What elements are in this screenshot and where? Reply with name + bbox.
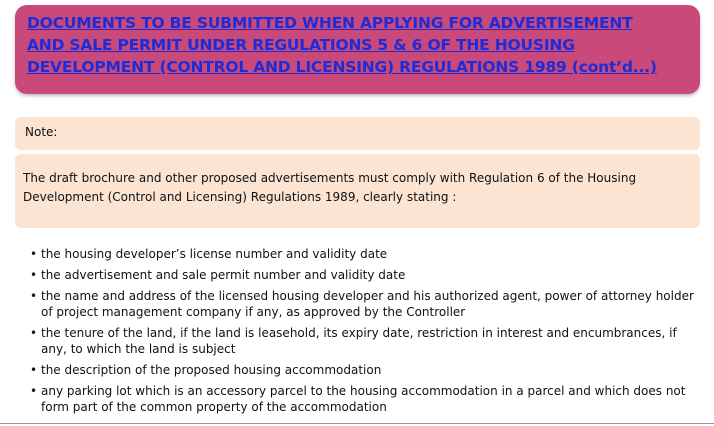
slide-title <box>27 12 688 78</box>
title-line-2: AND SALE PERMIT UNDER REGULATIONS 5 & 6 OF THE HOUSING <box>27 36 575 54</box>
note-body-text: The draft brochure and other proposed advertisements must comply with Regulation 6 of the Housing Development (Control and Licensing) Regulations 1989, clearly stating : <box>23 171 637 204</box>
bottom-divider <box>0 423 714 424</box>
title-line-3: DEVELOPMENT (CONTROL AND LICENSING) REGULATIONS 1989 (cont’d...) <box>27 58 657 76</box>
title-line-1: DOCUMENTS TO BE SUBMITTED WHEN APPLYING FOR ADVERTISEMENT <box>27 14 633 32</box>
title-banner <box>15 5 700 94</box>
list-item: • the advertisement and sale permit number and validity date <box>30 267 706 283</box>
note-label: Note: <box>25 125 58 139</box>
list-item: • the description of the proposed housing accommodation <box>30 362 706 378</box>
note-body-box <box>15 154 700 228</box>
list-item: • the name and address of the licensed housing developer and his authorized agent, power of attorney holder of project management company if any, as approved by the Controller <box>30 288 706 320</box>
list-item: • the tenure of the land, if the land is leasehold, its expiry date, restriction in interest and encumbrances, if any, to which the land is subject <box>30 325 706 357</box>
list-item: • any parking lot which is an accessory parcel to the housing accommodation in a parcel and which does not form part of the common property of the accommodation <box>30 383 706 415</box>
note-label-box <box>15 117 700 150</box>
list-item: • the housing developer’s license number and validity date <box>30 246 706 262</box>
requirements-list <box>30 246 706 420</box>
